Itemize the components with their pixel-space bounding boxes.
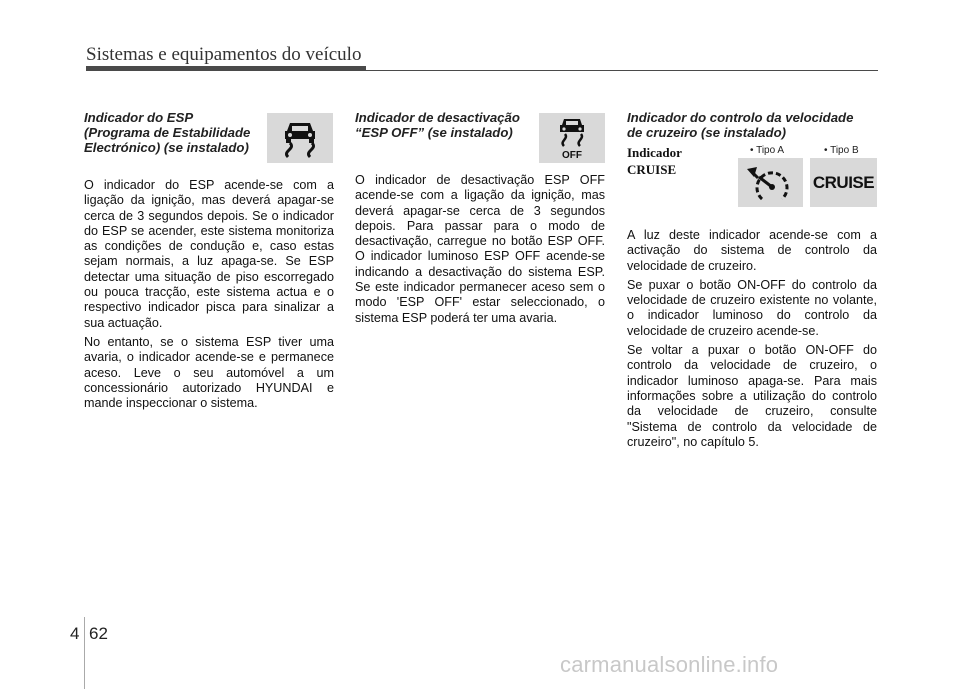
chapter-number: 4 (70, 624, 80, 643)
cruise-paragraph: A luz deste indicador acende-se com a activação do sistema de controlo da velocidade de cruzeiro. (627, 228, 877, 273)
cruise-heading-line: de cruzeiro (se instalado) (627, 125, 787, 140)
esp-paragraph: No entanto, se o sistema ESP tiver uma avaria, o indicador acende-se e permanece aceso. Leve o seu automóvel a um concessionário autorizado HYUNDAI e mande inspeccionar o sistema. (84, 334, 334, 411)
cruise-type-b-icon (810, 158, 877, 207)
watermark: carmanualsonline.info (560, 652, 779, 677)
cruise-label-line: CRUISE (627, 162, 677, 177)
header-rule (366, 70, 878, 71)
cruise-type-a-icon (738, 158, 803, 207)
cruise-indicator-label (627, 144, 682, 178)
skidding-car-off-icon (552, 116, 592, 160)
esp-heading-line: Indicador do ESP (84, 110, 194, 125)
esp-off-heading-line: Indicador de desactivação (355, 110, 520, 125)
page-number: 62 (89, 624, 108, 643)
esp-off-warning-icon (539, 113, 605, 163)
type-b-label: • Tipo B (824, 145, 859, 156)
esp-off-heading-line: “ESP OFF” (se instalado) (355, 125, 513, 140)
speedometer-icon (745, 163, 797, 203)
cruise-label-line: Indicador (627, 145, 682, 160)
cruise-heading (627, 110, 877, 140)
esp-heading-line: Electrónico) (se instalado) (84, 140, 249, 155)
type-a-label: • Tipo A (750, 145, 785, 156)
esp-heading (84, 110, 272, 155)
esp-warning-icon (267, 113, 333, 163)
cruise-paragraph: Se voltar a puxar o botão ON-OFF do controlo da velocidade de cruzeiro, o indicador luminoso apaga-se. Para mais informações sobre a utilização do controlo da velocidade de cruzeiro, consulte "Sistema de controlo da velocidade de cruzeiro", no capítulo 5. (627, 343, 877, 449)
esp-paragraph: O indicador do ESP acende-se com a ligação da ignição, mas deverá apagar-se cerca de 3 segundos depois. Se o indicador do ESP se acender, este sistema monitoriza as condições de condução e, caso estas sejam normais, a luz apaga-se. Se ESP detectar uma situação de piso escorregado ou pouca tracção, este sistema actua e o respectivo indicador pisca para sinalizar a sua actuação. (84, 178, 334, 330)
cruise-text-icon: CRUISE (812, 172, 875, 192)
cruise-body (627, 228, 877, 454)
cruise-heading-line: Indicador do controlo da velocidade (627, 110, 854, 125)
page-header-title: Sistemas e equipamentos do veículo (86, 44, 362, 65)
esp-off-paragraph: O indicador de desactivação ESP OFF acende-se com a ligação da ignição, mas deverá apagar-se cerca de 3 segundos depois. Para passar para o modo de desactivação, carregue no botão ESP OFF. O indicador luminoso ESP OFF acende-se indicando a desactivação do sistema ESP. Se este indicador permanecer aceso sem o modo 'ESP OFF' estar seleccionado, o sistema ESP poderá ter uma avaria. (355, 173, 605, 325)
skidding-car-icon (280, 117, 320, 159)
esp-heading-line: (Programa de Estabilidade (84, 125, 251, 140)
off-label: OFF (562, 150, 582, 160)
esp-off-heading (355, 110, 543, 140)
footer-divider (84, 617, 85, 689)
header-bar (86, 66, 366, 71)
cruise-paragraph: Se puxar o botão ON-OFF do controlo da velocidade de cruzeiro existente no volante, o indicador luminoso do controlo da velocidade de cruzeiro acende-se. (627, 277, 877, 338)
